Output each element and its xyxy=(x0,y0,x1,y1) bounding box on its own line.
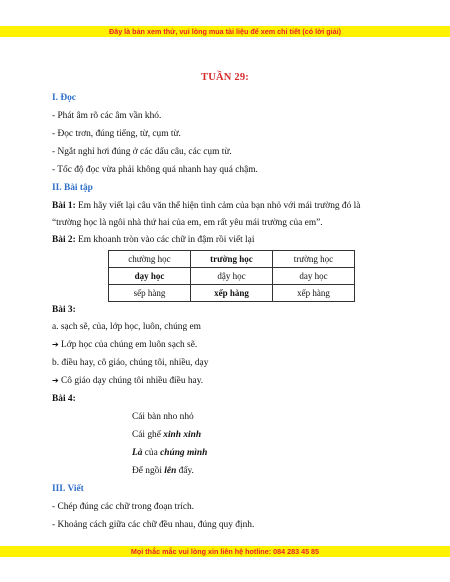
arrow-right-icon: ➔ xyxy=(52,376,59,385)
poem-highlight: Là xyxy=(132,448,143,458)
exercise-3-label: Bài 3: xyxy=(52,305,76,315)
poem-text: đấy. xyxy=(176,466,194,476)
exercise-1 xyxy=(52,200,360,212)
writing-item: - Chép đúng các chữ trong đoạn trích. xyxy=(52,502,195,512)
table-cell: chường học xyxy=(109,251,191,268)
table-cell: day học xyxy=(273,268,355,285)
poem-line-1: Cái bàn nho nhỏ xyxy=(132,412,194,422)
exercise-1-text: Em hãy viết lại câu văn thể hiện tình cảm của bạn nhỏ với mái trường đó là xyxy=(75,201,361,211)
hotline-banner-text: Mọi thắc mắc vui lòng xin liên hệ hotline: 084 283 45 85 xyxy=(130,547,320,556)
exercise-2 xyxy=(52,234,254,246)
table-row xyxy=(109,251,355,268)
table-cell: trường học xyxy=(273,251,355,268)
exercise-1-answer: “trường học là ngôi nhà thứ hai của em, em rất yêu mái trường của em”. xyxy=(52,218,323,228)
poem-line-3 xyxy=(132,447,207,459)
reading-item: - Đọc trơn, đúng tiếng, từ, cụm từ. xyxy=(52,129,181,139)
poem-text: của xyxy=(142,448,161,458)
poem-highlight: chúng mình xyxy=(160,448,208,458)
exercise-3-a-answer-text: Lớp học của chúng em luôn sạch sẽ. xyxy=(58,340,198,350)
exercise-3-a: a. sạch sẽ, của, lớp học, luôn, chúng em xyxy=(52,322,201,332)
table-row xyxy=(109,285,355,302)
reading-item: - Ngắt nghỉ hơi đúng ở các dấu câu, các cụm từ. xyxy=(52,147,232,157)
page-title: TUẦN 29: xyxy=(201,72,249,83)
table-cell: xếp hàng xyxy=(273,285,355,302)
table-cell: sếp hàng xyxy=(109,285,191,302)
section-heading-exercises: II. Bài tập xyxy=(52,183,93,193)
exercise-2-label: Bài 2: xyxy=(52,235,76,245)
exercise-3-b: b. điều hay, cô giáo, chúng tôi, nhiều, dạy xyxy=(52,358,209,368)
exercise-1-label: Bài 1: xyxy=(52,201,76,211)
poem-line-4 xyxy=(132,465,194,477)
hotline-banner xyxy=(0,546,450,557)
reading-item: - Tốc độ đọc vừa phải không quá nhanh hay quá chậm. xyxy=(52,165,258,175)
writing-item: - Khoảng cách giữa các chữ đều nhau, đúng quy định. xyxy=(52,520,255,530)
table-cell: dậy học xyxy=(191,268,273,285)
exercise-2-text: Em khoanh tròn vào các chữ in đậm rồi viết lại xyxy=(75,235,255,245)
poem-text: Cái ghế xyxy=(132,430,164,440)
table-row xyxy=(109,268,355,285)
table-cell-correct: dạy học xyxy=(109,268,191,285)
poem-highlight: lên xyxy=(164,466,177,476)
preview-banner xyxy=(0,26,450,37)
preview-banner-text: Đây là bản xem thử, vui lòng mua tài liệu để xem chi tiết (có lời giải) xyxy=(109,27,341,36)
poem-text: Để ngồi xyxy=(132,466,165,476)
table-cell-correct: xếp hàng xyxy=(191,285,273,302)
exercise-3-b-answer-text: Cô giáo dạy chúng tôi nhiều điều hay. xyxy=(58,376,204,386)
reading-item: - Phát âm rõ các âm vần khó. xyxy=(52,111,162,121)
word-table xyxy=(108,250,355,302)
exercise-3-a-answer xyxy=(52,339,197,351)
poem-line-2 xyxy=(132,429,201,441)
table-cell-correct: trường học xyxy=(191,251,273,268)
section-heading-reading: I. Đọc xyxy=(52,93,76,103)
arrow-right-icon: ➔ xyxy=(52,340,59,349)
poem-highlight: xinh xinh xyxy=(163,430,202,440)
section-heading-writing: III. Viết xyxy=(52,484,84,494)
exercise-4-label: Bài 4: xyxy=(52,394,76,404)
exercise-3-b-answer xyxy=(52,375,203,387)
